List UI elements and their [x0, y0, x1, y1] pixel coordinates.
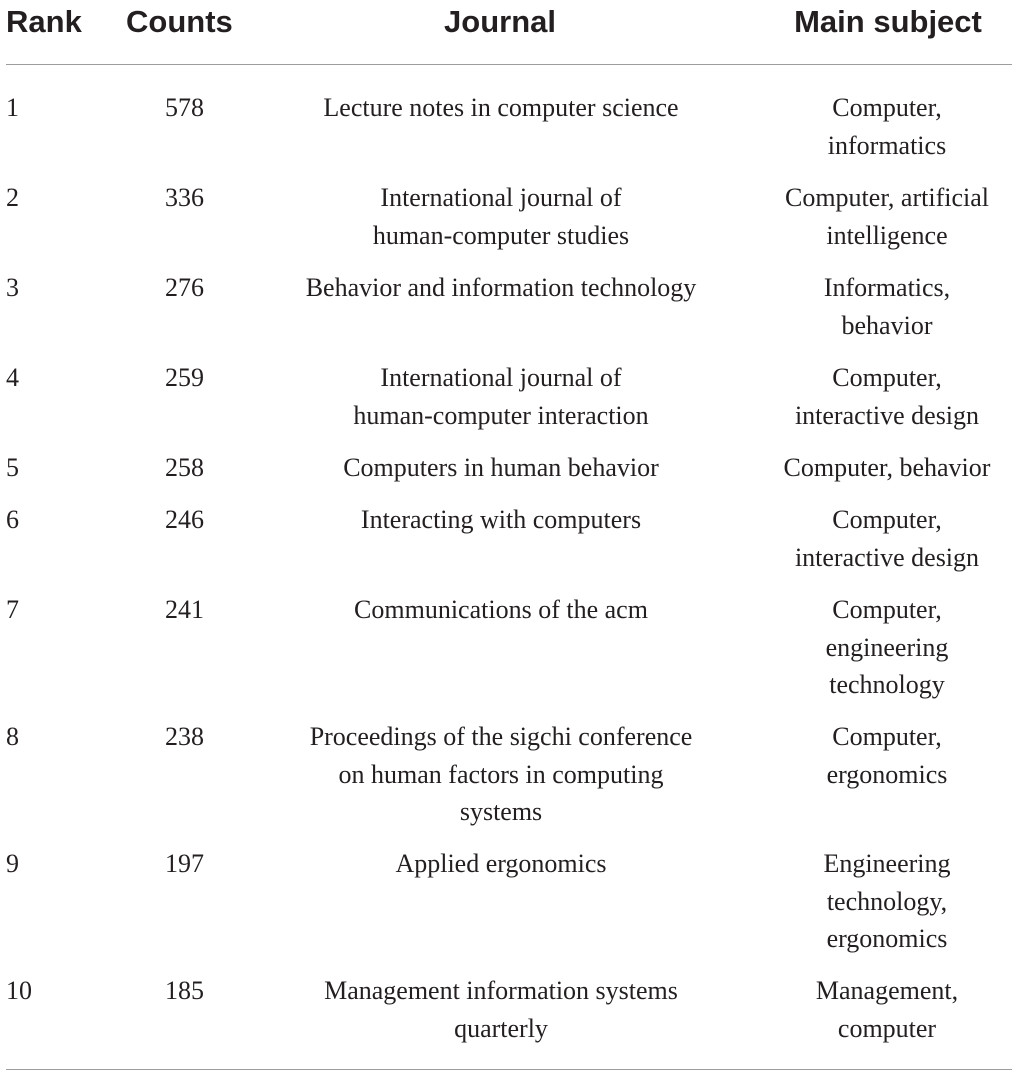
- rank-cell: 5: [6, 453, 19, 482]
- rank-cell: 4: [6, 363, 19, 392]
- counts-cell: 246: [165, 505, 204, 534]
- header-journal: Journal: [444, 4, 556, 39]
- subject-cell: Computer, artificial intelligence: [784, 183, 989, 250]
- counts-cell: 336: [165, 183, 204, 212]
- counts-cell: 197: [165, 849, 204, 878]
- journal-cell: Behavior and information technology: [305, 273, 697, 302]
- subject-cell: Computer, engineering technology: [825, 595, 949, 699]
- rank-cell: 8: [6, 722, 19, 751]
- counts-cell: 238: [165, 722, 204, 751]
- journal-cell: Proceedings of the sigchi conference on human factors in computing systems: [309, 722, 693, 826]
- journal-cell: Applied ergonomics: [395, 849, 607, 878]
- counts-cell: 241: [165, 595, 204, 624]
- rank-cell: 6: [6, 505, 19, 534]
- journal-cell: International journal of human-computer studies: [372, 183, 630, 250]
- journal-cell: Management information systems quarterly: [324, 976, 678, 1043]
- journal-cell: Interacting with computers: [360, 505, 642, 534]
- rank-cell: 9: [6, 849, 19, 878]
- subject-cell: Computer, interactive design: [794, 363, 980, 430]
- rank-cell: 3: [6, 273, 19, 302]
- subject-cell: Computer, ergonomics: [826, 722, 948, 789]
- rank-cell: 10: [6, 976, 32, 1005]
- journal-cell: Computers in human behavior: [343, 453, 659, 482]
- counts-cell: 578: [165, 93, 204, 122]
- header-counts: Counts: [126, 4, 233, 39]
- counts-cell: 185: [165, 976, 204, 1005]
- subject-cell: Management, computer: [815, 976, 959, 1043]
- journal-cell: International journal of human-computer interaction: [353, 363, 649, 430]
- journal-cell: Lecture notes in computer science: [323, 93, 679, 122]
- header-main-subject: Main subject: [794, 4, 982, 39]
- subject-cell: Computer, informatics: [827, 93, 947, 160]
- rank-cell: 1: [6, 93, 19, 122]
- journal-cell: Communications of the acm: [354, 595, 648, 624]
- table-bottom-rule: [6, 1069, 1012, 1070]
- header-rank: Rank: [6, 4, 82, 39]
- rank-cell: 2: [6, 183, 19, 212]
- counts-cell: 276: [165, 273, 204, 302]
- counts-cell: 258: [165, 453, 204, 482]
- header-divider: [6, 64, 1012, 65]
- subject-cell: Computer, interactive design: [794, 505, 980, 572]
- subject-cell: Informatics, behavior: [823, 273, 951, 340]
- rank-cell: 7: [6, 595, 19, 624]
- subject-cell: Engineering technology, ergonomics: [823, 849, 951, 953]
- subject-cell: Computer, behavior: [783, 453, 991, 482]
- counts-cell: 259: [165, 363, 204, 392]
